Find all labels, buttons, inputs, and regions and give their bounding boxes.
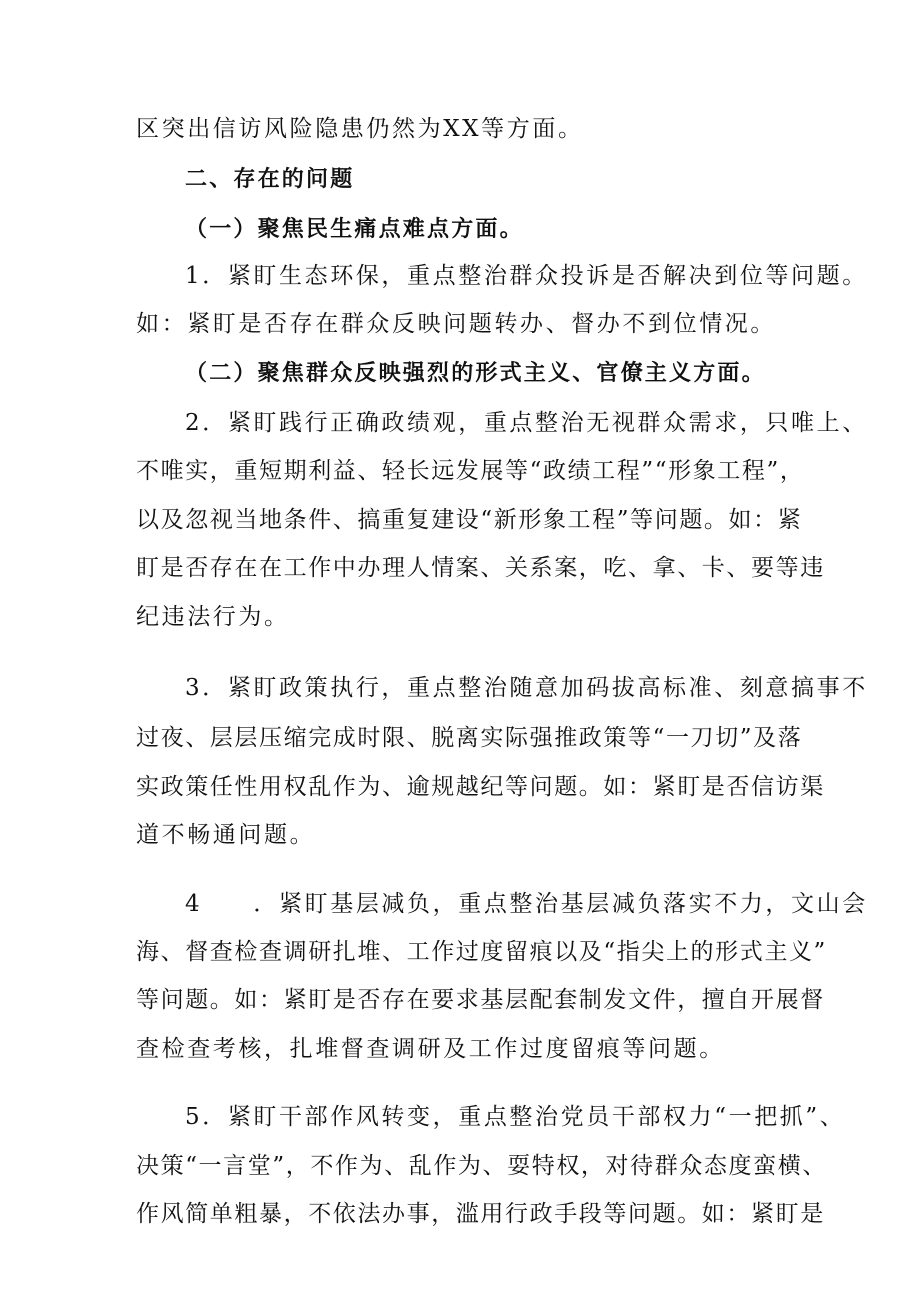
paragraph-line-19: 查检查考核，扎堆督查调研及工作过度留痕等问题。 (136, 1036, 725, 1062)
paragraph-line-14: 实政策任性用权乱作为、逾规越纪等问题。如：紧盯是否信访渠 (136, 774, 825, 800)
subsection-heading-1: （一）聚焦民生痛点难点方面。 (185, 217, 524, 242)
subsection-heading-2: （二）聚焦群众反映强烈的形式主义、官僚主义方面。 (185, 361, 766, 386)
paragraph-line-21: 决策“一言堂”，不作为、乱作为、耍特权，对待群众态度蛮横、 (136, 1153, 827, 1179)
paragraph-line-10: 盯是否存在在工作中办理人情案、关系案，吃、拿、卡、要等违 (136, 555, 825, 581)
paragraph-line-17: 海、督查检查调研扎堆、工作过度留痕以及“指尖上的形式主义” (136, 939, 827, 965)
section-heading-2: 二、存在的问题 (185, 167, 355, 192)
paragraph-line-7: 2．紧盯践行正确政绩观，重点整治无视群众需求，只唯上、 (185, 410, 868, 436)
paragraph-line-22: 作风简单粗暴，不依法办事，滥用行政手段等问题。如：紧盯是 (136, 1201, 825, 1227)
paragraph-line-5: 如：紧盯是否存在群众反映问题转办、督办不到位情况。 (136, 311, 776, 337)
paragraph-line-15: 道不畅通问题。 (136, 822, 316, 848)
paragraph-line-8: 不唯实，重短期利益、轻长远发展等“政绩工程”“形象工程”， (136, 458, 805, 484)
paragraph-line-20: 5．紧盯干部作风转变，重点整治党员干部权力“一把抓”、 (185, 1104, 846, 1130)
paragraph-line-13: 过夜、层层压缩完成时限、脱离实际强推政策等“一刀切”及落 (136, 725, 803, 751)
paragraph-line-1: 区突出信访风险隐患仍然为XX等方面。 (136, 116, 584, 142)
paragraph-line-4: 1．紧盯生态环保，重点整治群众投诉是否解决到位等问题。 (185, 263, 868, 289)
paragraph-line-18: 等问题。如：紧盯是否存在要求基层配套制发文件，擅自开展督 (136, 987, 825, 1013)
paragraph-line-12: 3．紧盯政策执行，重点整治随意加码拔高标准、刻意搞事不 (185, 675, 868, 701)
paragraph-line-16: 4 ．紧盯基层减负，重点整治基层减负落实不力，文山会 (185, 891, 868, 917)
paragraph-line-9: 以及忽视当地条件、搞重复建设“新形象工程”等问题。如：紧 (136, 507, 803, 533)
paragraph-line-11: 纪违法行为。 (136, 604, 290, 630)
